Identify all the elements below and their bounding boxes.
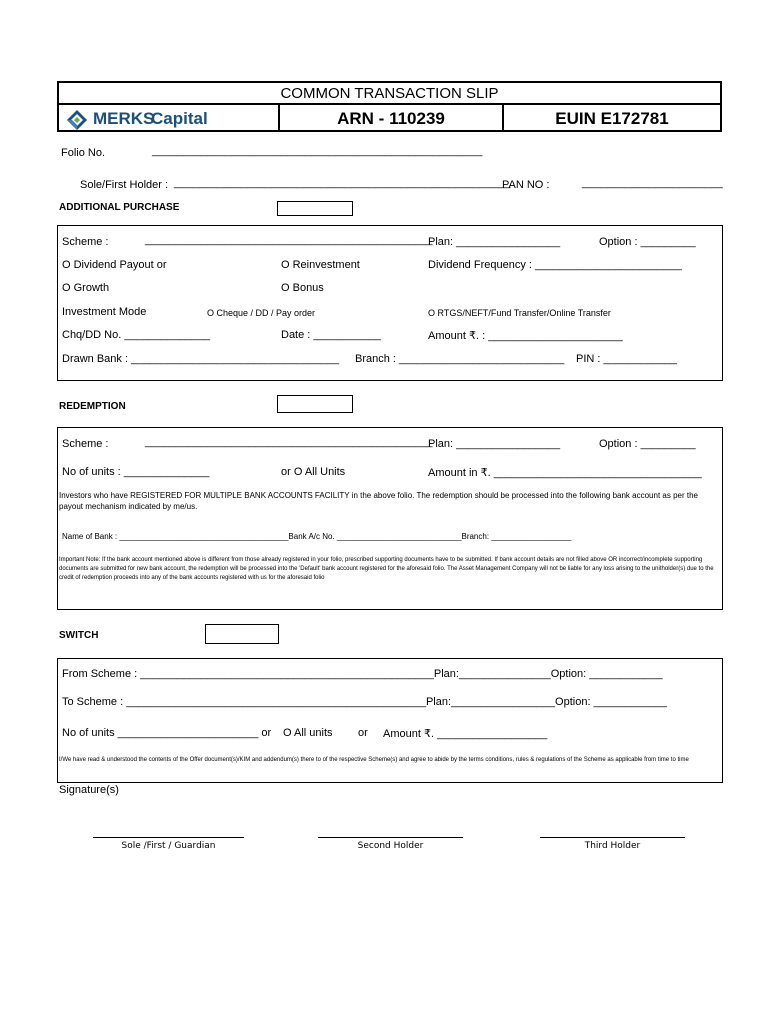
rd-scheme-label: Scheme :	[62, 438, 109, 450]
sw-or-label: or	[358, 727, 368, 739]
rd-option-field[interactable]: Option : _________	[599, 438, 696, 450]
sw-from-scheme-line[interactable]: From Scheme : ________________________________________________Plan:_______________Option: ____________	[62, 668, 663, 680]
folio-input[interactable]: ______________________________________________________	[152, 145, 483, 157]
logo-text-bold: MERKS	[93, 109, 155, 128]
ap-bonus-radio[interactable]: O Bonus	[281, 282, 324, 294]
ap-plan-field[interactable]: Plan: _________________	[428, 236, 561, 248]
ap-option-field[interactable]: Option : _________	[599, 236, 696, 248]
ap-growth-radio[interactable]: O Growth	[62, 282, 110, 294]
rd-amount-field[interactable]: Amount in ₹. __________________________________	[428, 467, 702, 479]
signature-first-label: Sole /First / Guardian	[121, 841, 216, 851]
sw-declaration: I/We have read & understood the contents of the Offer document(s)/KIM and addendum(s) there to of the respective Scheme(s) and agree to abide by the terms conditions, rules & regulations of the Scheme as applicable from time to time	[59, 757, 689, 763]
ap-dividend-payout-radio[interactable]: O Dividend Payout or	[62, 259, 167, 271]
signature-third-label: Third Holder	[584, 841, 641, 851]
additional-purchase-checkbox[interactable]	[277, 201, 353, 216]
ap-chq-no-field[interactable]: Chq/DD No. ______________	[62, 329, 211, 341]
arn-number: ARN - 110239	[337, 109, 445, 128]
ap-date-field[interactable]: Date : ___________	[281, 329, 381, 341]
logo-text-light: Capital	[151, 109, 208, 128]
sw-units-field[interactable]: No of units _______________________ or	[62, 727, 272, 739]
ap-drawn-bank-field[interactable]: Drawn Bank : __________________________________	[62, 353, 340, 365]
rd-units-field[interactable]: No of units : ______________	[62, 466, 210, 478]
signature-line-first[interactable]	[93, 837, 244, 838]
switch-checkbox[interactable]	[205, 624, 279, 644]
ap-investment-mode-label: Investment Mode	[62, 306, 147, 318]
ap-reinvestment-radio[interactable]: O Reinvestment	[281, 259, 360, 271]
additional-purchase-heading: ADDITIONAL PURCHASE	[59, 202, 180, 213]
folio-label: Folio No.	[61, 147, 106, 159]
rd-important-note: Important Note: If the bank account mentioned above is different from those already registered in your folio, prescribed supporting documents have to be submitted. If bank account details are not filled above OR incorrect/incomplete supporting documents are submitted for new bank account, the redemption will be processed into the 'Default' bank account registered for the aforesaid folio. The Asset Management Company will not be liable for any loss arising to the unitholder(s) due to the credit of redemption proceeds into any of the bank accounts registered with us for the aforesaid folio	[59, 557, 714, 581]
ap-dividend-frequency-field[interactable]: Dividend Frequency : ________________________	[428, 259, 682, 271]
holder-input[interactable]: _______________________________________________________	[174, 177, 511, 189]
redemption-checkbox[interactable]	[277, 395, 353, 413]
switch-heading: SWITCH	[59, 630, 99, 641]
ap-scheme-input[interactable]: _______________________________________________	[145, 234, 433, 246]
ap-pin-field[interactable]: PIN : ____________	[576, 353, 677, 365]
signature-line-third[interactable]	[540, 837, 685, 838]
euin-number: EUIN E172781	[555, 109, 669, 128]
rd-scheme-input[interactable]: _______________________________________________	[145, 436, 433, 448]
logo-cell	[59, 105, 278, 132]
merks-logo-icon	[66, 109, 88, 131]
header-table	[57, 81, 722, 132]
signature-label: Signature(s)	[59, 784, 119, 796]
ap-mode-cheque-radio[interactable]: O Cheque / DD / Pay order	[207, 308, 316, 318]
ap-scheme-label: Scheme :	[62, 236, 109, 248]
redemption-heading: REDEMPTION	[59, 401, 126, 412]
rd-plan-field[interactable]: Plan: _________________	[428, 438, 561, 450]
sw-to-scheme-line[interactable]: To Scheme : _________________________________________________Plan:_________________Option: ____________	[62, 696, 667, 708]
signature-line-second[interactable]	[318, 837, 463, 838]
sw-amount-field[interactable]: Amount ₹. __________________	[383, 728, 548, 740]
pan-input[interactable]: _______________________	[582, 177, 723, 189]
ap-mode-rtgs-radio[interactable]: O RTGS/NEFT/Fund Transfer/Online Transfer	[428, 308, 611, 318]
rd-investor-note: Investors who have REGISTERED FOR MULTIPLE BANK ACCOUNTS FACILITY in the above folio. The redemption should be processed into the following bank account as per the payout mechanism indicated by me/us.	[59, 491, 698, 511]
rd-all-units-radio[interactable]: or O All Units	[281, 466, 346, 478]
holder-label: Sole/First Holder :	[80, 179, 169, 191]
sw-all-units-radio[interactable]: O All units	[283, 727, 333, 739]
form-title: COMMON TRANSACTION SLIP	[59, 83, 720, 105]
rd-bank-details-line[interactable]: Name of Bank : ______________________________________Bank A/c No. ____________________________Branch: __________________	[62, 532, 572, 541]
ap-branch-field[interactable]: Branch : ___________________________	[355, 353, 565, 365]
ap-amount-field[interactable]: Amount ₹. : ______________________	[428, 330, 623, 342]
signature-second-label: Second Holder	[357, 841, 424, 851]
pan-label: PAN NO :	[502, 179, 550, 191]
